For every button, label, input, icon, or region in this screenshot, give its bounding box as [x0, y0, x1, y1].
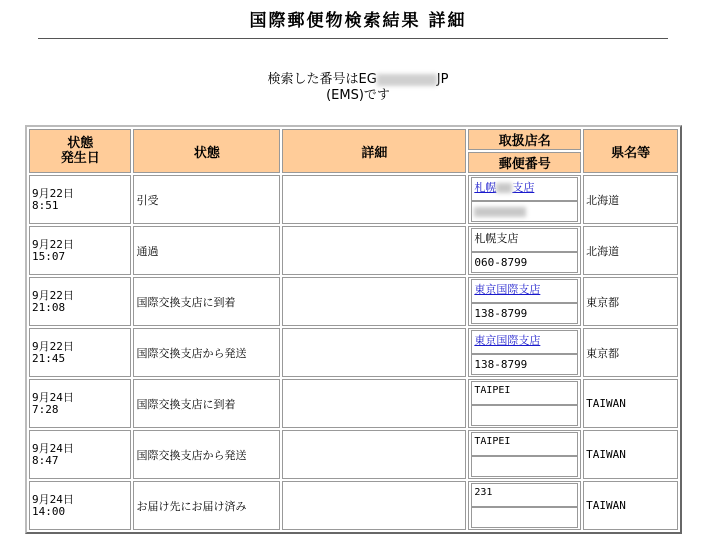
row-date: 9月24日: [32, 441, 74, 455]
search-suffix: JP: [436, 72, 449, 87]
row-detail: [282, 328, 466, 377]
row-datetime: [29, 328, 131, 377]
redacted-postal: [474, 207, 526, 217]
postal-code: [471, 405, 578, 426]
row-detail: [282, 379, 466, 428]
postal-row: [471, 354, 578, 375]
office-name: [471, 228, 578, 252]
office-subtable: [471, 483, 578, 528]
row-prefecture: 東京都: [583, 277, 678, 326]
office-row: [471, 432, 578, 456]
row-prefecture: 北海道: [583, 226, 678, 275]
header-office: 取扱店名: [468, 129, 581, 150]
results-body: [29, 175, 678, 530]
row-date: 9月22日: [32, 186, 74, 200]
row-datetime: [29, 277, 131, 326]
office-row: [471, 483, 578, 507]
row-datetime: [29, 379, 131, 428]
office-row: [471, 279, 578, 303]
office-text: TAIPEI: [474, 436, 511, 447]
row-status: 通過: [133, 226, 280, 275]
row-status: 国際交換支店から発送: [133, 430, 280, 479]
row-office-cell: [468, 175, 581, 224]
row-office-cell: [468, 328, 581, 377]
office-row: [471, 177, 578, 201]
header-status-date-line: 発生日: [60, 151, 100, 166]
row-time: 15:07: [32, 249, 66, 263]
row-office-cell: [468, 379, 581, 428]
office-subtable: [471, 381, 578, 426]
row-detail: [282, 277, 466, 326]
office-link[interactable]: [474, 283, 540, 296]
office-text: 札幌支店: [474, 232, 519, 245]
postal-code: [471, 201, 578, 222]
header-status-date: [29, 129, 131, 173]
table-row: [29, 226, 678, 275]
header-detail: 詳細: [282, 129, 466, 173]
office-subtable: [471, 279, 578, 324]
header-row-1: [29, 129, 678, 150]
table-row: [29, 481, 678, 530]
office-name: [471, 483, 578, 507]
redacted-office: [496, 183, 512, 193]
row-prefecture: TAIWAN: [583, 430, 678, 479]
row-status: お届け先にお届け済み: [133, 481, 280, 530]
office-row: [471, 330, 578, 354]
row-detail: [282, 430, 466, 479]
row-office-cell: [468, 277, 581, 326]
postal-code: 138-8799: [471, 354, 578, 375]
row-datetime: [29, 481, 131, 530]
postal-code: [471, 456, 578, 477]
title-divider: [38, 38, 668, 39]
header-status: 状態: [133, 129, 280, 173]
office-link[interactable]: [474, 334, 540, 347]
office-name: [471, 279, 578, 303]
row-status: 引受: [133, 175, 280, 224]
office-name: [471, 432, 578, 456]
office-link-text: 東京国際支店: [474, 334, 541, 347]
header-postal-code: 郵便番号: [468, 152, 581, 173]
search-number-line: [0, 72, 716, 88]
postal-row: [471, 252, 578, 273]
postal-row: [471, 507, 578, 528]
office-text: 231: [474, 487, 493, 498]
row-datetime: [29, 175, 131, 224]
postal-row: [471, 456, 578, 477]
row-office-cell: [468, 430, 581, 479]
search-service-type: (EMS)です: [326, 88, 390, 103]
search-prefix: 検索した番号はEG: [267, 72, 377, 87]
office-row: [471, 381, 578, 405]
row-detail: [282, 175, 466, 224]
table-row: [29, 430, 678, 479]
row-prefecture: 東京都: [583, 328, 678, 377]
row-time: 7:28: [32, 402, 59, 416]
row-date: 9月24日: [32, 492, 74, 506]
row-time: 21:08: [32, 300, 66, 314]
row-date: 9月22日: [32, 237, 74, 251]
row-prefecture: 北海道: [583, 175, 678, 224]
office-subtable: [471, 177, 578, 222]
redacted-number: [377, 74, 437, 86]
office-row: [471, 228, 578, 252]
header-status-date-line: 状態: [67, 136, 94, 151]
page-title: 国際郵便物検索結果 詳細: [249, 11, 467, 31]
postal-code: [471, 507, 578, 528]
office-name: [471, 330, 578, 354]
row-time: 8:47: [32, 453, 59, 467]
postal-row: [471, 201, 578, 222]
office-subtable: [471, 432, 578, 477]
office-text: TAIPEI: [474, 385, 511, 396]
header-prefecture: 県名等: [583, 129, 678, 173]
office-subtable: [471, 228, 578, 273]
row-date: 9月22日: [32, 288, 74, 302]
row-detail: [282, 226, 466, 275]
postal-code: 060-8799: [471, 252, 578, 273]
office-link-tail: 支店: [512, 181, 535, 194]
tracking-results-table: [25, 125, 682, 534]
office-link[interactable]: [474, 181, 534, 194]
office-name: [471, 177, 578, 201]
table-row: [29, 328, 678, 377]
row-status: 国際交換支店に到着: [133, 277, 280, 326]
row-time: 21:45: [32, 351, 66, 365]
postal-row: [471, 405, 578, 426]
row-office-cell: [468, 226, 581, 275]
office-name: [471, 381, 578, 405]
row-time: 8:51: [32, 198, 59, 212]
row-detail: [282, 481, 466, 530]
row-datetime: [29, 226, 131, 275]
row-date: 9月24日: [32, 390, 74, 404]
office-subtable: [471, 330, 578, 375]
search-summary: [0, 72, 716, 104]
table-row: [29, 277, 678, 326]
row-status: 国際交換支店に到着: [133, 379, 280, 428]
row-prefecture: TAIWAN: [583, 481, 678, 530]
row-datetime: [29, 430, 131, 479]
row-time: 14:00: [32, 504, 66, 518]
office-link-text: 東京国際支店: [474, 283, 541, 296]
office-link-text: 札幌: [474, 181, 497, 194]
postal-code: 138-8799: [471, 303, 578, 324]
table-row: [29, 379, 678, 428]
table-row: [29, 175, 678, 224]
row-date: 9月22日: [32, 339, 74, 353]
postal-row: [471, 303, 578, 324]
row-office-cell: [468, 481, 581, 530]
row-status: 国際交換支店から発送: [133, 328, 280, 377]
row-prefecture: TAIWAN: [583, 379, 678, 428]
